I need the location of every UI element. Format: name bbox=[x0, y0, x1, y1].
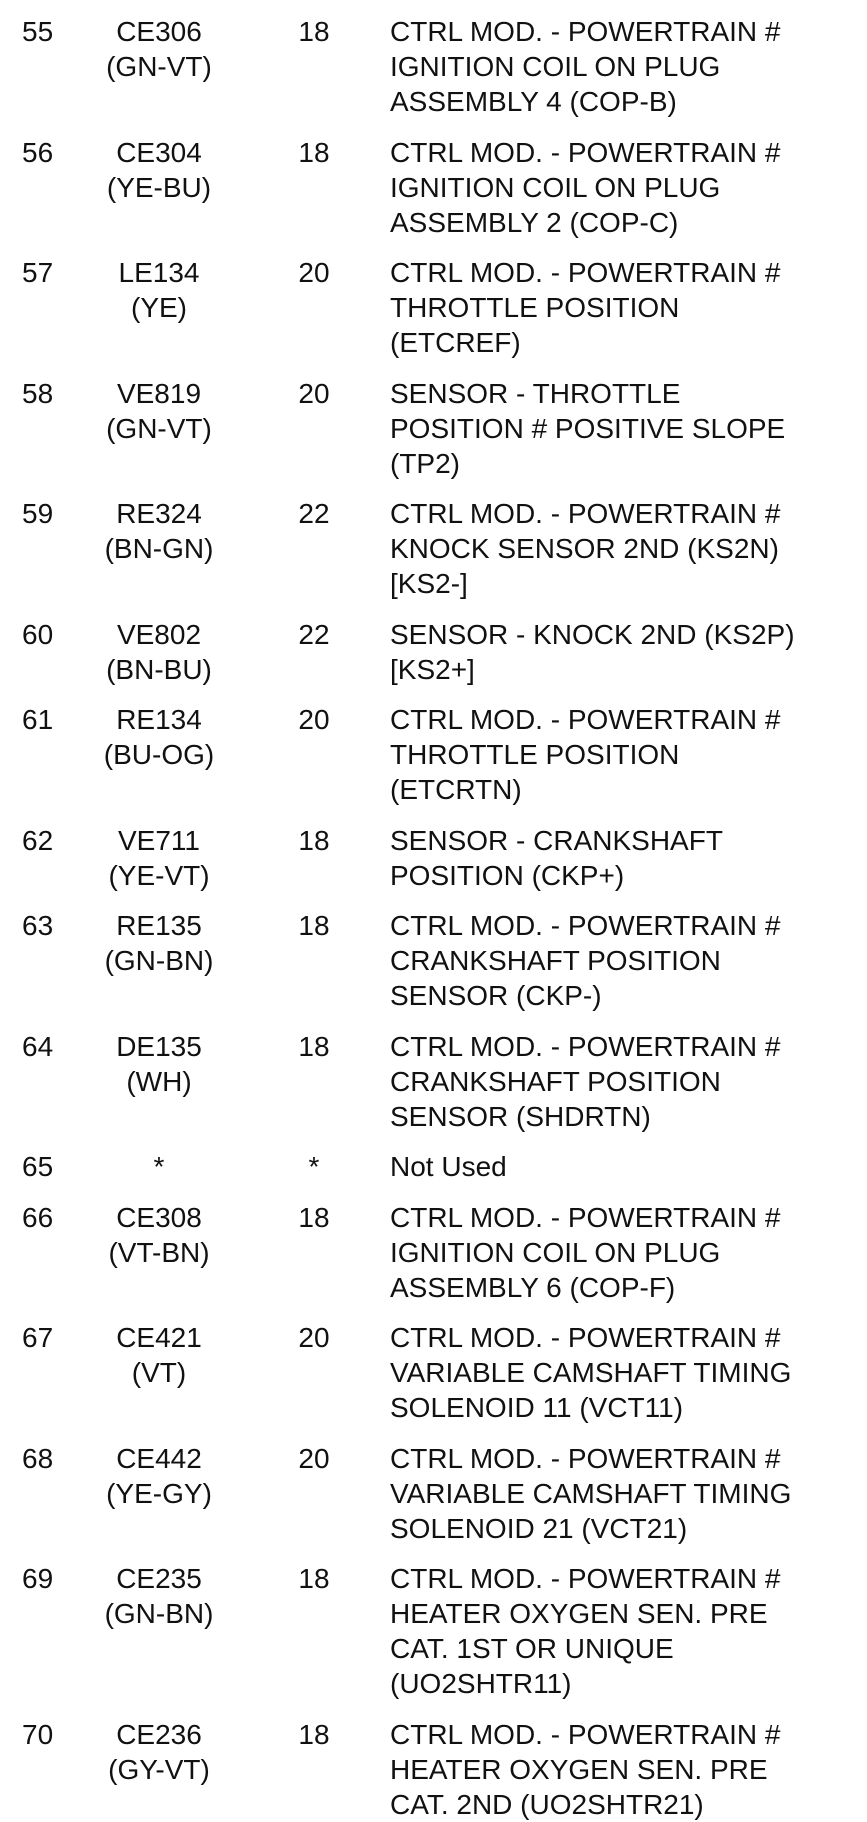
wire-gauge: 18 bbox=[298, 824, 330, 856]
circuit-function bbox=[390, 908, 860, 1013]
function-line: THROTTLE POSITION bbox=[390, 292, 680, 323]
circuit-cell bbox=[84, 908, 234, 978]
circuit-id: CE306 bbox=[116, 16, 202, 47]
table-row bbox=[0, 1200, 867, 1305]
table-row bbox=[0, 255, 867, 360]
table-row bbox=[0, 1149, 867, 1184]
function-line: IGNITION COIL ON PLUG bbox=[390, 1236, 721, 1268]
function-line: CTRL MOD. - POWERTRAIN # bbox=[390, 910, 781, 941]
function-line: CTRL MOD. - POWERTRAIN # bbox=[390, 704, 781, 735]
wire-gauge: 22 bbox=[298, 498, 330, 529]
wire-gauge: 20 bbox=[298, 1322, 330, 1353]
pin-number: 66 bbox=[22, 1201, 54, 1233]
function-line: CTRL MOD. - POWERTRAIN # bbox=[390, 1718, 781, 1750]
circuit-function bbox=[390, 617, 860, 687]
circuit-function bbox=[390, 376, 860, 481]
circuit-id: LE134 bbox=[118, 257, 200, 288]
wire-color: (GN-VT) bbox=[106, 412, 212, 444]
function-line: (ETCREF) bbox=[390, 327, 521, 358]
circuit-id: CE235 bbox=[116, 1563, 202, 1594]
function-line: CTRL MOD. - POWERTRAIN # bbox=[390, 1030, 781, 1062]
circuit-id: * bbox=[153, 1151, 165, 1182]
function-line: (UO2SHTR11) bbox=[390, 1668, 572, 1699]
table-row bbox=[0, 496, 867, 601]
circuit-id: VE711 bbox=[118, 824, 200, 856]
wire-gauge: 18 bbox=[298, 16, 330, 47]
table-row bbox=[0, 1320, 867, 1425]
pin-number: 63 bbox=[22, 910, 54, 941]
circuit-id: RE134 bbox=[116, 704, 202, 735]
table-row bbox=[0, 135, 867, 240]
wire-color: (BU-OG) bbox=[103, 739, 215, 770]
function-line: SENSOR - CRANKSHAFT bbox=[390, 824, 723, 856]
wire-color: (GN-BN) bbox=[104, 1598, 214, 1629]
circuit-cell bbox=[84, 1200, 234, 1270]
function-line: ASSEMBLY 6 (COP-F) bbox=[390, 1271, 676, 1303]
pin-number: 55 bbox=[22, 16, 54, 47]
circuit-function bbox=[390, 496, 860, 601]
circuit-cell bbox=[84, 1561, 234, 1631]
table-row bbox=[0, 1441, 867, 1546]
function-line: (ETCRTN) bbox=[390, 774, 522, 805]
function-line: SOLENOID 11 (VCT11) bbox=[390, 1392, 684, 1423]
wire-color: (YE-GY) bbox=[106, 1477, 212, 1509]
table-row bbox=[0, 1029, 867, 1134]
function-line: CTRL MOD. - POWERTRAIN # bbox=[390, 1322, 781, 1353]
function-line: CTRL MOD. - POWERTRAIN # bbox=[390, 16, 781, 47]
function-line: CTRL MOD. - POWERTRAIN # bbox=[390, 257, 781, 288]
circuit-function bbox=[390, 1200, 860, 1305]
circuit-function bbox=[390, 1320, 860, 1425]
function-line: THROTTLE POSITION bbox=[390, 739, 680, 770]
function-line: IGNITION COIL ON PLUG bbox=[390, 171, 721, 203]
circuit-cell bbox=[84, 255, 234, 325]
function-line: Not Used bbox=[390, 1151, 507, 1182]
function-line: CAT. 2ND (UO2SHTR21) bbox=[390, 1788, 704, 1820]
circuit-id: CE236 bbox=[116, 1718, 202, 1750]
circuit-function bbox=[390, 1149, 860, 1184]
pin-number: 64 bbox=[22, 1030, 54, 1062]
function-line: ASSEMBLY 2 (COP-C) bbox=[390, 206, 679, 238]
function-line: SENSOR (CKP-) bbox=[390, 980, 602, 1011]
circuit-id: CE442 bbox=[116, 1442, 202, 1474]
wire-color: (BN-BU) bbox=[106, 653, 212, 685]
wire-gauge: * bbox=[308, 1151, 320, 1182]
function-line: [KS2-] bbox=[390, 568, 468, 599]
function-line: CTRL MOD. - POWERTRAIN # bbox=[390, 1563, 781, 1594]
table-row bbox=[0, 14, 867, 119]
circuit-id: RE135 bbox=[116, 910, 202, 941]
function-line: CTRL MOD. - POWERTRAIN # bbox=[390, 1201, 781, 1233]
table-row bbox=[0, 1717, 867, 1822]
circuit-id: CE308 bbox=[116, 1201, 202, 1233]
wire-gauge: 18 bbox=[298, 1201, 330, 1233]
pin-number: 70 bbox=[22, 1718, 54, 1750]
circuit-cell bbox=[84, 496, 234, 566]
function-line: KNOCK SENSOR 2ND (KS2N) bbox=[390, 533, 779, 564]
pin-number: 67 bbox=[22, 1322, 54, 1353]
function-line: CAT. 1ST OR UNIQUE bbox=[390, 1633, 674, 1664]
pin-number: 62 bbox=[22, 824, 54, 856]
circuit-function bbox=[390, 1717, 860, 1822]
table-row bbox=[0, 823, 867, 893]
function-line: CRANKSHAFT POSITION bbox=[390, 1065, 721, 1097]
function-line: VARIABLE CAMSHAFT TIMING bbox=[390, 1477, 792, 1509]
table-row bbox=[0, 617, 867, 687]
wire-gauge: 18 bbox=[298, 1718, 330, 1750]
function-line: CTRL MOD. - POWERTRAIN # bbox=[390, 1442, 781, 1474]
wire-gauge: 18 bbox=[298, 1030, 330, 1062]
wire-gauge: 18 bbox=[298, 910, 330, 941]
circuit-function bbox=[390, 1561, 860, 1701]
wire-color: (GY-VT) bbox=[108, 1753, 210, 1785]
circuit-id: VE819 bbox=[116, 377, 202, 409]
wire-gauge: 20 bbox=[298, 377, 330, 409]
circuit-id: CE304 bbox=[116, 136, 202, 168]
circuit-id: DE135 bbox=[116, 1030, 202, 1062]
function-line: CTRL MOD. - POWERTRAIN # bbox=[390, 498, 781, 529]
pin-number: 61 bbox=[22, 704, 54, 735]
function-line: POSITION (CKP+) bbox=[390, 859, 625, 891]
wire-color: (VT-BN) bbox=[108, 1236, 210, 1268]
circuit-function bbox=[390, 702, 860, 807]
circuit-cell bbox=[84, 135, 234, 205]
function-line: ASSEMBLY 4 (COP-B) bbox=[390, 86, 677, 117]
function-line: SENSOR - KNOCK 2ND (KS2P) bbox=[390, 618, 795, 650]
pin-number: 68 bbox=[22, 1442, 54, 1474]
wire-color: (BN-GN) bbox=[104, 533, 214, 564]
circuit-id: VE802 bbox=[116, 618, 202, 650]
circuit-function bbox=[390, 1441, 860, 1546]
function-line: HEATER OXYGEN SEN. PRE bbox=[390, 1753, 768, 1785]
pin-number: 58 bbox=[22, 377, 54, 409]
function-line: [KS2+] bbox=[390, 653, 475, 685]
function-line: POSITION # POSITIVE SLOPE bbox=[390, 412, 786, 444]
pin-number: 57 bbox=[22, 257, 54, 288]
circuit-cell bbox=[84, 617, 234, 687]
circuit-cell bbox=[84, 1717, 234, 1787]
circuit-function bbox=[390, 14, 860, 119]
circuit-cell bbox=[84, 1149, 234, 1184]
circuit-cell bbox=[84, 14, 234, 84]
circuit-id: CE421 bbox=[116, 1322, 202, 1353]
function-line: VARIABLE CAMSHAFT TIMING bbox=[390, 1357, 792, 1388]
table-row bbox=[0, 376, 867, 481]
wire-gauge: 20 bbox=[298, 257, 330, 288]
wire-gauge: 22 bbox=[298, 618, 330, 650]
circuit-function bbox=[390, 135, 860, 240]
wire-gauge: 20 bbox=[298, 704, 330, 735]
wire-color: (WH) bbox=[126, 1065, 192, 1097]
wire-color: (YE) bbox=[131, 292, 187, 323]
function-line: SENSOR (SHDRTN) bbox=[390, 1100, 651, 1132]
pin-number: 59 bbox=[22, 498, 54, 529]
circuit-function bbox=[390, 823, 860, 893]
circuit-function bbox=[390, 1029, 860, 1134]
wire-color: (VT) bbox=[131, 1357, 187, 1388]
wire-color: (GN-VT) bbox=[106, 51, 212, 82]
function-line: CTRL MOD. - POWERTRAIN # bbox=[390, 136, 781, 168]
function-line: CRANKSHAFT POSITION bbox=[390, 945, 721, 976]
function-line: HEATER OXYGEN SEN. PRE bbox=[390, 1598, 768, 1629]
pin-number: 56 bbox=[22, 136, 54, 168]
circuit-cell bbox=[84, 702, 234, 772]
function-line: (TP2) bbox=[390, 447, 460, 479]
function-line: SENSOR - THROTTLE bbox=[390, 377, 681, 409]
circuit-cell bbox=[84, 1320, 234, 1390]
wire-gauge: 18 bbox=[298, 136, 330, 168]
function-line: IGNITION COIL ON PLUG bbox=[390, 51, 721, 82]
circuit-cell bbox=[84, 1441, 234, 1511]
wire-gauge: 18 bbox=[298, 1563, 330, 1594]
wire-gauge: 20 bbox=[298, 1442, 330, 1474]
wire-color: (GN-BN) bbox=[104, 945, 214, 976]
circuit-function bbox=[390, 255, 860, 360]
pin-number: 65 bbox=[22, 1151, 54, 1182]
pin-number: 69 bbox=[22, 1563, 54, 1594]
table-row bbox=[0, 1561, 867, 1701]
table-row bbox=[0, 702, 867, 807]
wire-color: (YE-BU) bbox=[106, 171, 212, 203]
circuit-cell bbox=[84, 1029, 234, 1099]
wire-color: (YE-VT) bbox=[108, 859, 210, 891]
circuit-cell bbox=[84, 376, 234, 446]
table-row bbox=[0, 908, 867, 1013]
function-line: SOLENOID 21 (VCT21) bbox=[390, 1512, 688, 1544]
circuit-cell bbox=[84, 823, 234, 893]
circuit-id: RE324 bbox=[116, 498, 202, 529]
pin-number: 60 bbox=[22, 618, 54, 650]
